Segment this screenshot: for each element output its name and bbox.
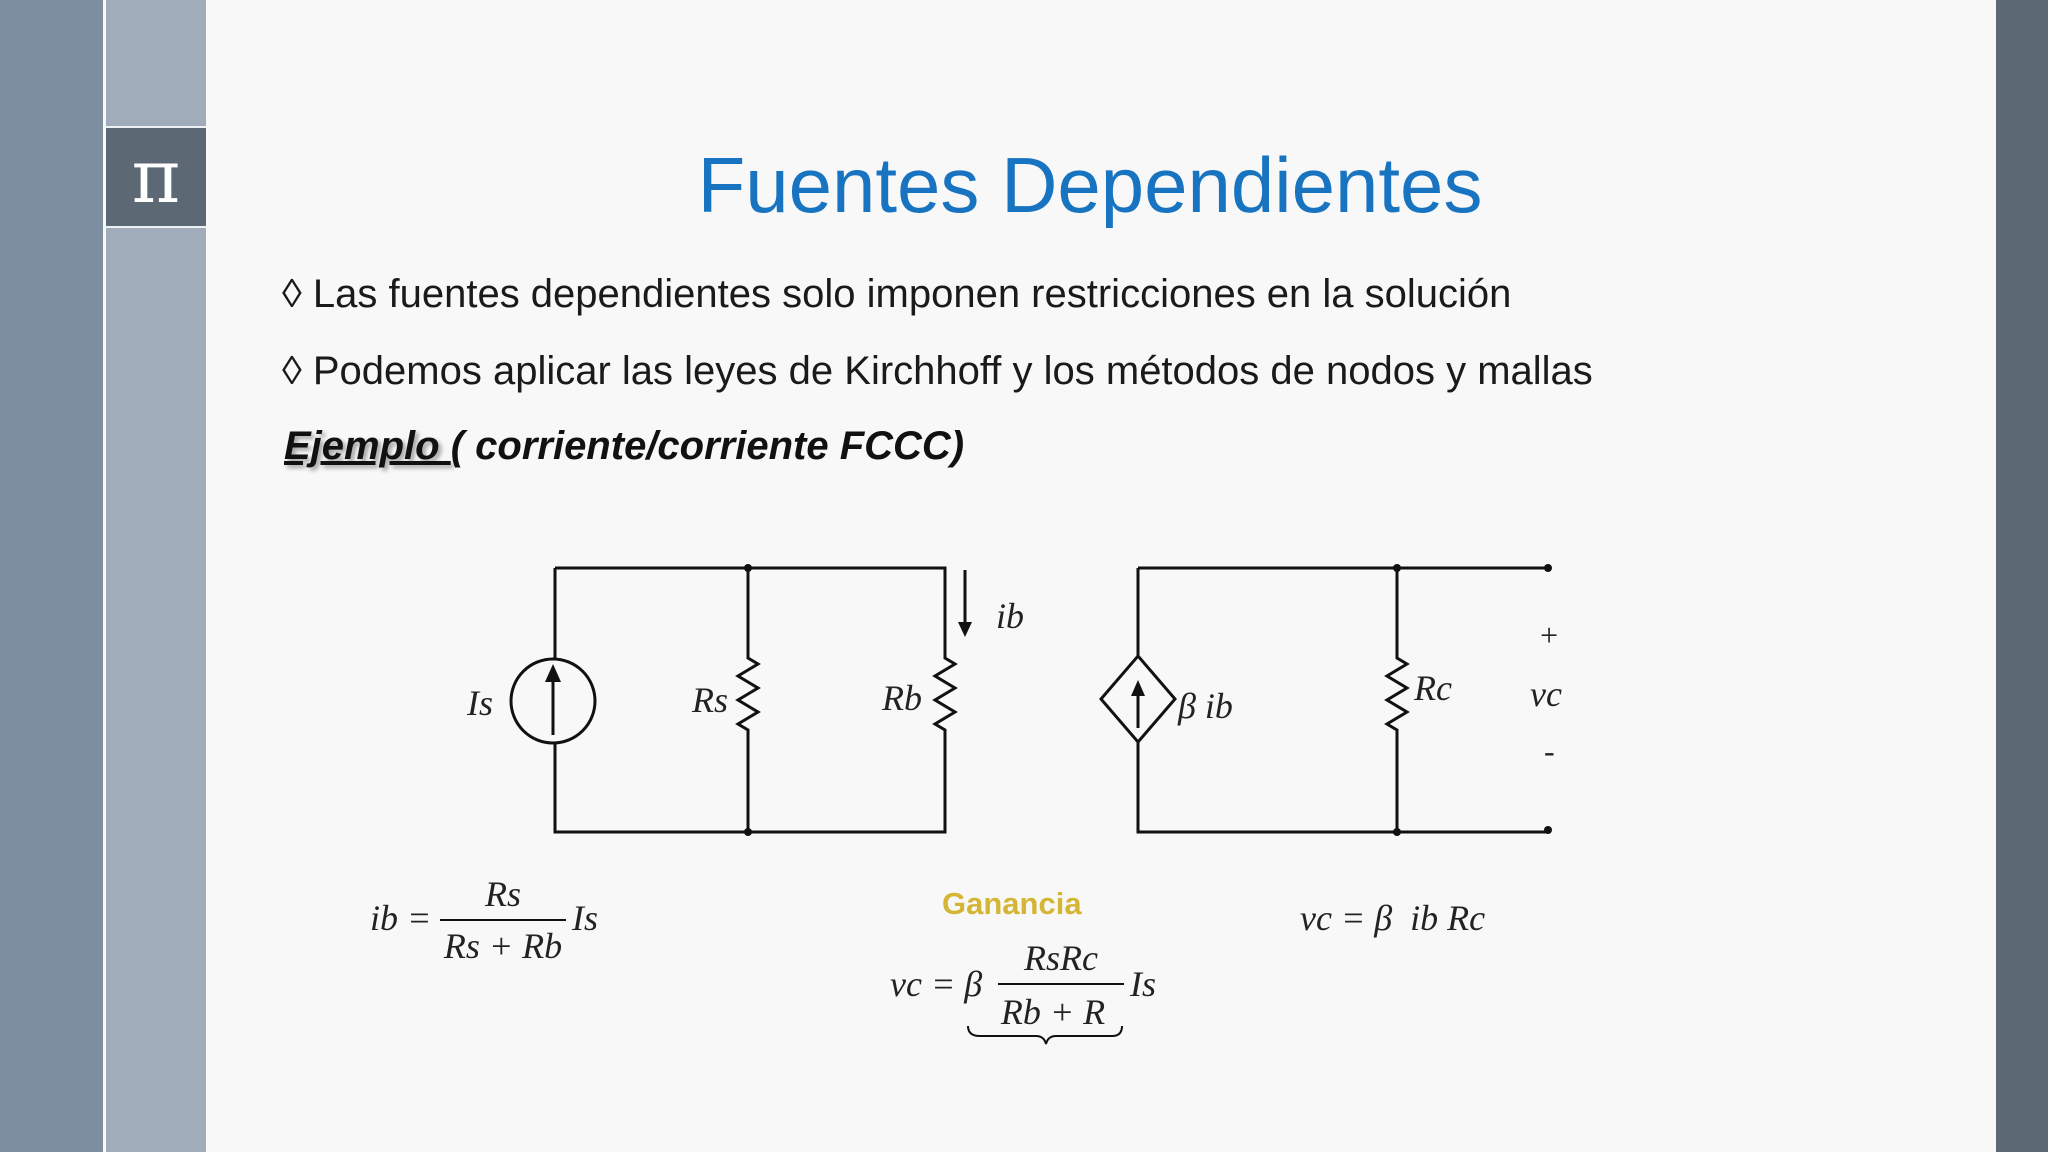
label-is: Is bbox=[467, 683, 493, 723]
resistor-rs bbox=[738, 640, 758, 742]
label-rb: Rb bbox=[882, 678, 922, 718]
eq2-rhs: Is bbox=[1130, 964, 1156, 1004]
node-rs-top bbox=[744, 564, 752, 572]
resistor-rb bbox=[935, 640, 955, 742]
terminal-top bbox=[1544, 564, 1552, 572]
is-arrow-head bbox=[545, 664, 561, 682]
example-word: Ejemplo bbox=[284, 424, 451, 468]
label-rc: Rc bbox=[1414, 668, 1452, 708]
node-rs-bottom bbox=[744, 828, 752, 836]
node-rc-bottom bbox=[1393, 828, 1401, 836]
eq1-lhs: ib = bbox=[370, 898, 432, 938]
label-beta-ib: β ib bbox=[1178, 686, 1233, 726]
eq2-numerator: RsRc bbox=[1024, 938, 1098, 978]
slide-title: Fuentes Dependientes bbox=[697, 141, 1483, 229]
ib-arrow-head bbox=[958, 622, 972, 637]
bullet-restrictions: ◊ Las fuentes dependientes solo imponen restricciones en la solución bbox=[282, 272, 1512, 316]
eq3: vc = β ib Rc bbox=[1300, 898, 1486, 938]
example-description: ( corriente/corriente FCCC) bbox=[450, 424, 965, 468]
eq1-denominator: Rs + Rb bbox=[443, 926, 563, 966]
gain-label: Ganancia bbox=[942, 886, 1082, 921]
label-ib: ib bbox=[996, 596, 1025, 636]
eq2-lhs: vc = β bbox=[890, 964, 983, 1004]
label-rs: Rs bbox=[692, 680, 728, 720]
eq2-denominator: Rb + R bbox=[1000, 992, 1106, 1032]
label-minus: - bbox=[1544, 733, 1555, 769]
label-plus: + bbox=[1538, 617, 1560, 653]
dep-arrow-head bbox=[1131, 680, 1145, 696]
bullet-kirchhoff: ◊ Podemos aplicar las leyes de Kirchhoff y los métodos de nodos y mallas bbox=[282, 349, 1593, 393]
node-rc-top bbox=[1393, 564, 1401, 572]
pi-symbol: π bbox=[131, 134, 181, 220]
resistor-rc bbox=[1387, 640, 1407, 742]
label-vc: vc bbox=[1530, 674, 1562, 714]
eq1-rhs: Is bbox=[572, 898, 598, 938]
terminal-bottom bbox=[1544, 826, 1552, 834]
eq1-numerator: Rs bbox=[485, 874, 521, 914]
